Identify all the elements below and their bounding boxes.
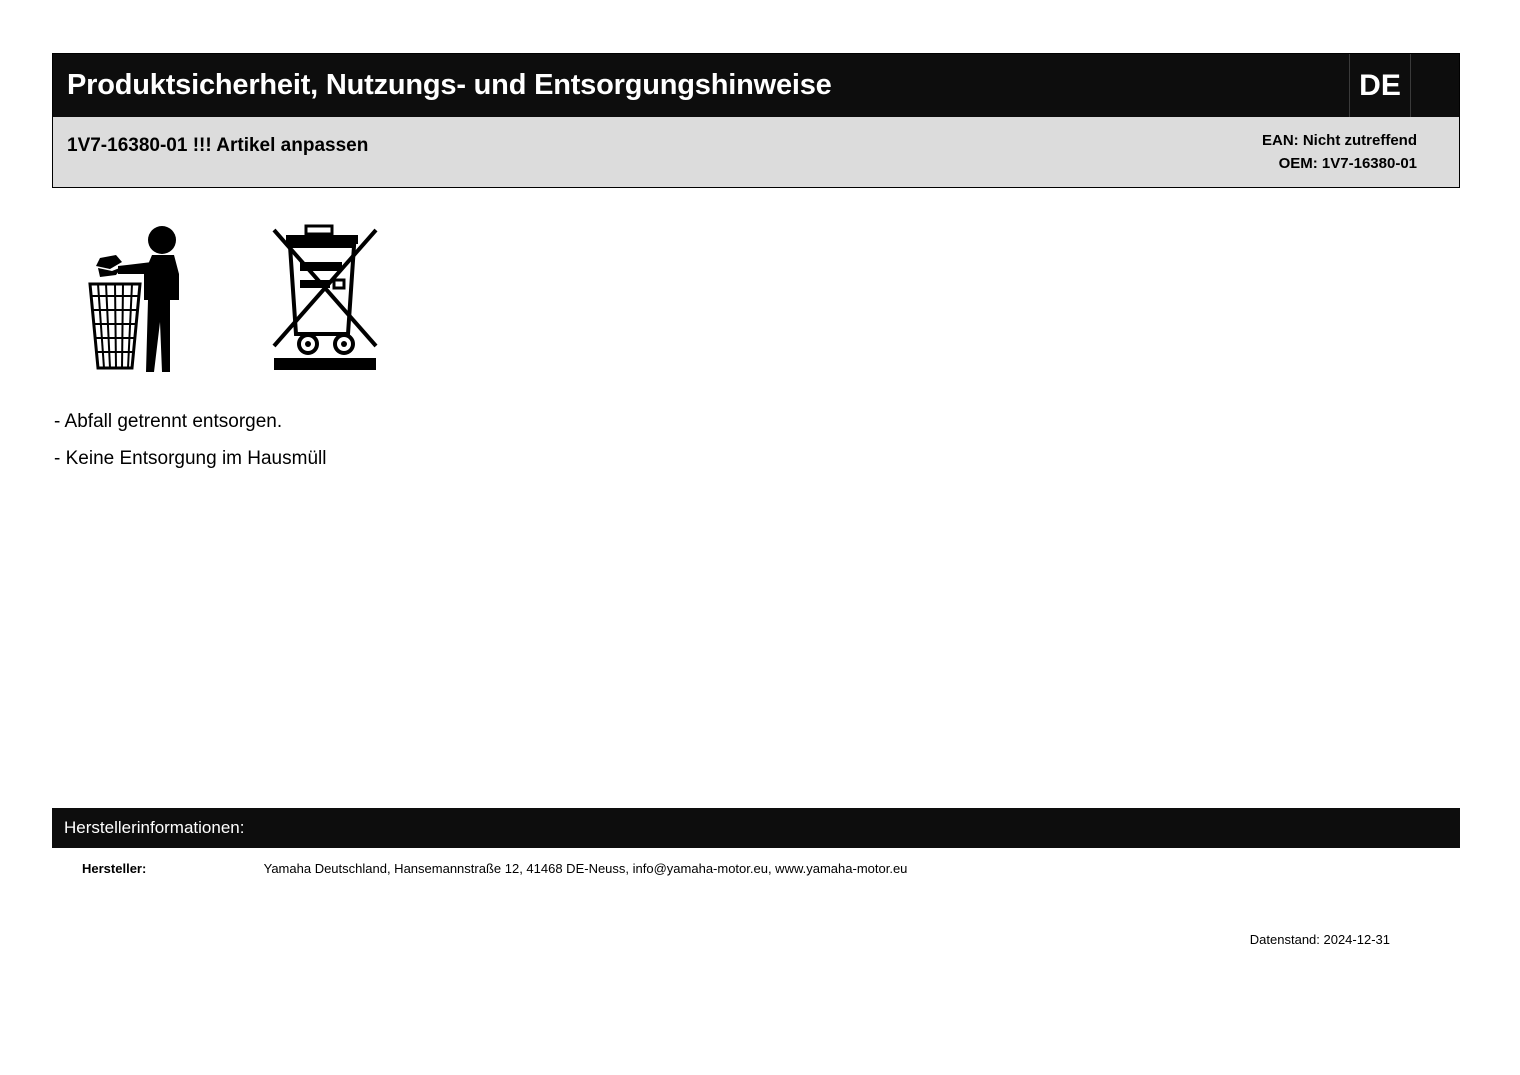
list-item: - Abfall getrennt entsorgen. bbox=[54, 411, 283, 432]
crossed-out-wheeled-bin-icon bbox=[266, 222, 384, 374]
datestamp: Datenstand: 2024-12-31 bbox=[1249, 932, 1390, 947]
product-codes bbox=[1262, 129, 1445, 176]
oem-code: OEM: 1V7-16380-01 bbox=[1278, 155, 1417, 173]
page-title: Produktsicherheit, Nutzungs- und Entsorgungshinweise bbox=[67, 69, 832, 101]
article-info-bar bbox=[53, 117, 1459, 187]
header-title-bar bbox=[53, 54, 1459, 117]
article-identifier: 1V7-16380-01 !!! Artikel anpassen bbox=[67, 135, 369, 156]
language-badge bbox=[1349, 54, 1411, 117]
pictogram-row bbox=[82, 222, 384, 374]
language-code: DE bbox=[1359, 68, 1401, 102]
manufacturer-section-title: Herstellerinformationen: bbox=[52, 808, 1460, 848]
list-item: - Keine Entsorgung im Hausmüll bbox=[54, 448, 327, 469]
litter-bin-icon bbox=[82, 222, 200, 374]
manufacturer-label: Hersteller: bbox=[82, 861, 147, 876]
manufacturer-address: Yamaha Deutschland, Hansemannstraße 12, 41468 DE-Neuss, info@yamaha-motor.eu, www.yamaha-motor.eu bbox=[263, 861, 908, 876]
disposal-notes bbox=[54, 412, 326, 486]
manufacturer-row bbox=[82, 861, 1462, 876]
ean-code: EAN: Nicht zutreffend bbox=[1262, 132, 1417, 149]
document-header bbox=[52, 53, 1460, 188]
